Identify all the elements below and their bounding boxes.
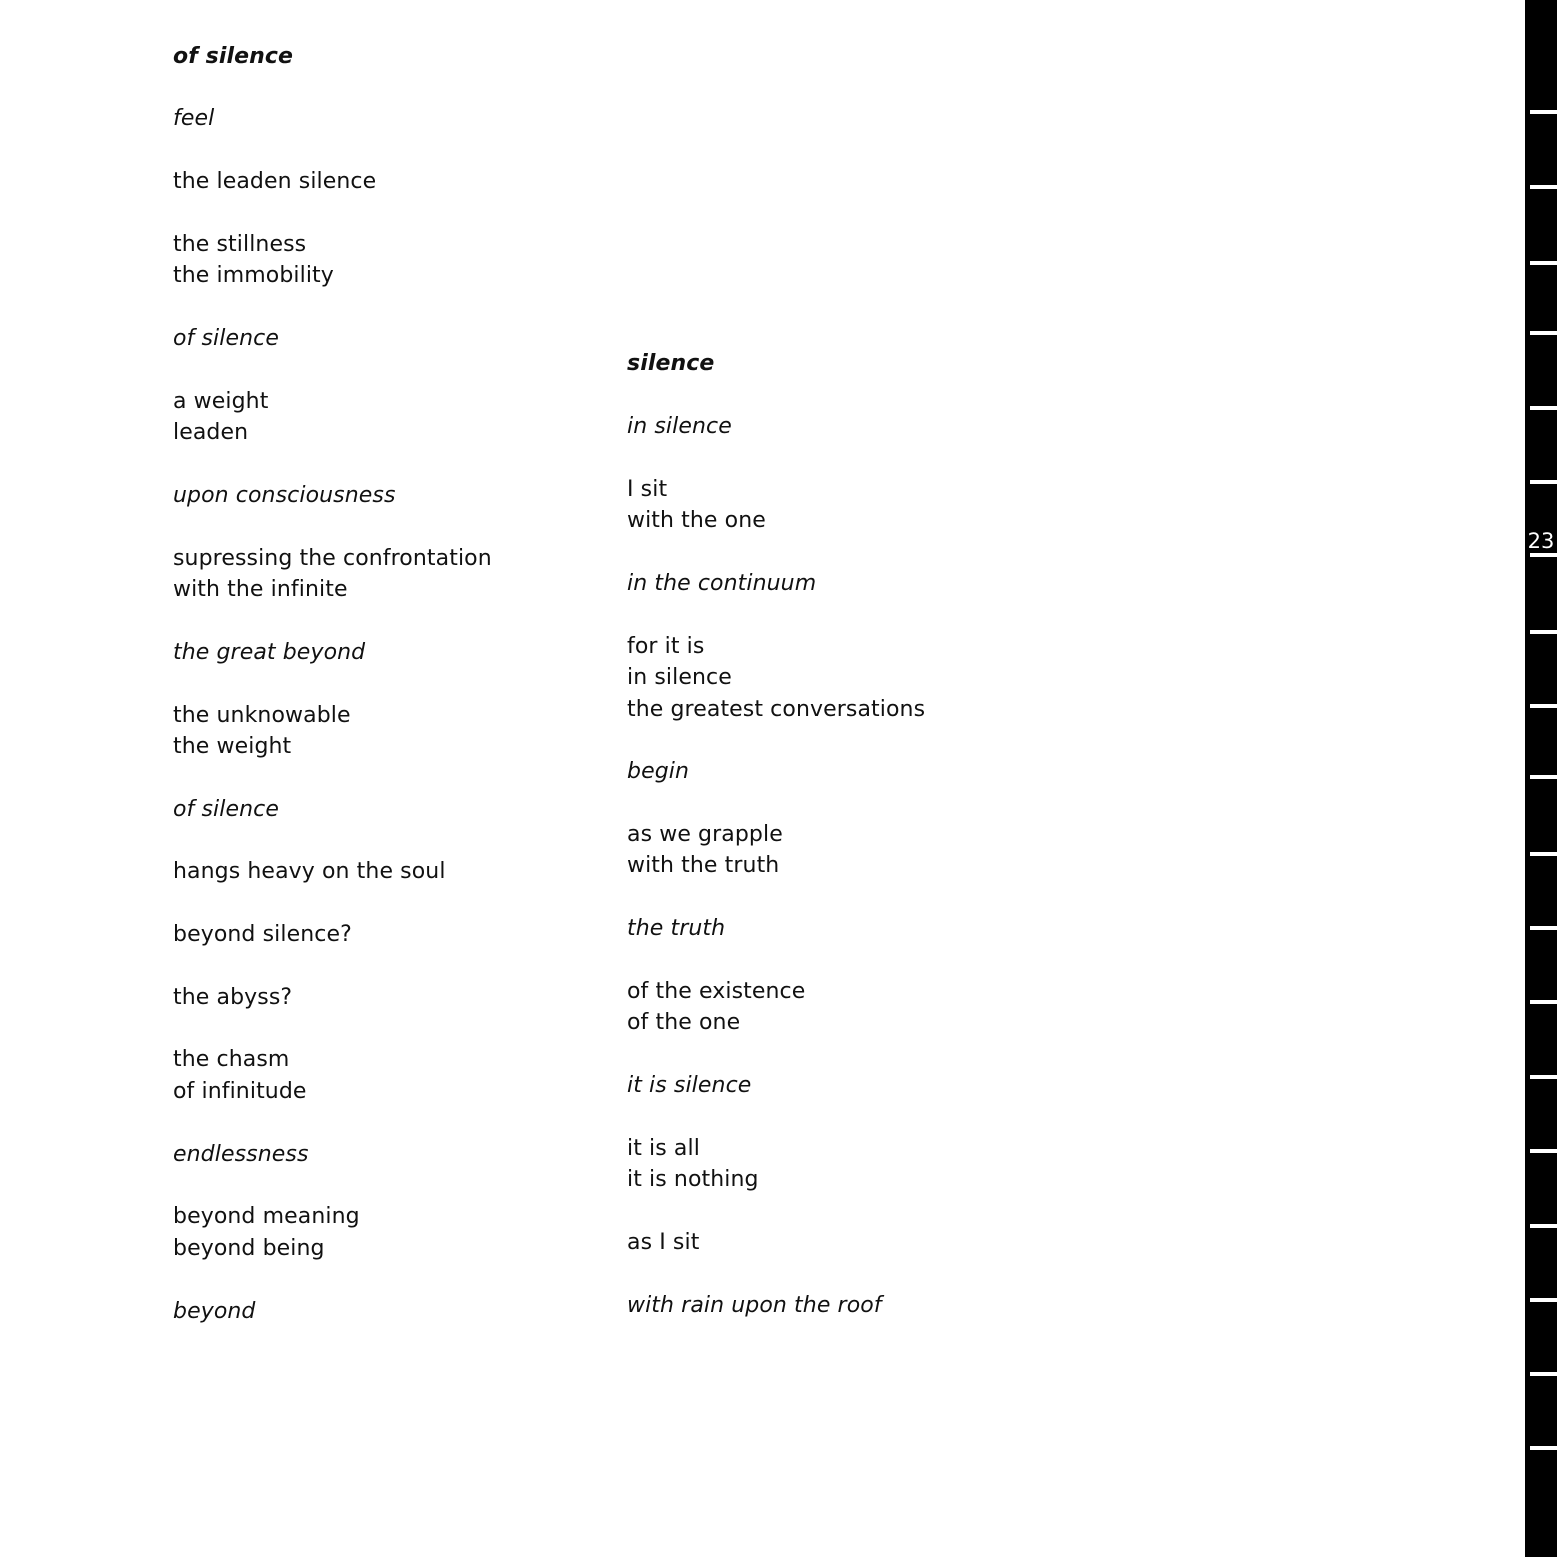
left-line: the stillness	[173, 232, 307, 257]
left-line: of silence	[173, 797, 279, 822]
index-tick	[1530, 630, 1557, 634]
index-tick	[1530, 406, 1557, 410]
left-line: of silence	[173, 326, 279, 351]
left-line: a weight	[173, 389, 269, 414]
left-line: beyond	[173, 1299, 256, 1324]
left-line: beyond silence?	[173, 922, 352, 947]
right-line: with rain upon the roof	[627, 1293, 882, 1318]
index-tick	[1530, 926, 1557, 930]
left-line: the immobility	[173, 263, 334, 288]
right-line: the greatest conversations	[627, 697, 926, 722]
left-line: the great beyond	[173, 640, 366, 665]
index-tick	[1530, 704, 1557, 708]
index-tick	[1530, 110, 1557, 114]
left-line: of silence	[173, 44, 294, 69]
left-line: with the infinite	[173, 577, 348, 602]
index-tick	[1530, 1000, 1557, 1004]
index-tick	[1530, 852, 1557, 856]
index-tick	[1530, 775, 1557, 779]
left-line: upon consciousness	[173, 483, 396, 508]
right-line: begin	[627, 759, 690, 784]
left-line: of infinitude	[173, 1079, 307, 1104]
index-tick	[1530, 185, 1557, 189]
page-number: 23	[1527, 529, 1555, 553]
index-tick	[1530, 1149, 1557, 1153]
right-line: in silence	[627, 665, 732, 690]
left-line: the abyss?	[173, 985, 293, 1010]
right-line: of the existence	[627, 979, 806, 1004]
left-line: feel	[173, 106, 215, 131]
index-tick	[1530, 1298, 1557, 1302]
right-line: in the continuum	[627, 571, 817, 596]
index-tick	[1530, 1075, 1557, 1079]
left-line: the weight	[173, 734, 292, 759]
right-line: I sit	[627, 477, 668, 502]
right-line: silence	[627, 351, 715, 376]
index-tick	[1530, 1446, 1557, 1450]
right-line: as I sit	[627, 1230, 700, 1255]
left-line: hangs heavy on the soul	[173, 859, 446, 884]
right-line: it is all	[627, 1136, 700, 1161]
left-line: the leaden silence	[173, 169, 377, 194]
right-line: it is nothing	[627, 1167, 759, 1192]
index-tick	[1530, 1372, 1557, 1376]
right-line: the truth	[627, 916, 726, 941]
left-line: leaden	[173, 420, 249, 445]
right-line: it is silence	[627, 1073, 752, 1098]
left-line: supressing the confrontation	[173, 546, 492, 571]
right-line: with the one	[627, 508, 766, 533]
right-line: as we grapple	[627, 822, 783, 847]
left-line: endlessness	[173, 1142, 309, 1167]
left-line: beyond meaning	[173, 1204, 360, 1229]
index-tick	[1530, 480, 1557, 484]
left-line: the chasm	[173, 1047, 290, 1072]
index-tick	[1530, 331, 1557, 335]
left-line: beyond being	[173, 1236, 325, 1261]
index-tick	[1530, 1224, 1557, 1228]
right-line: of the one	[627, 1010, 741, 1035]
left-line: the unknowable	[173, 703, 351, 728]
index-tick	[1530, 261, 1557, 265]
right-line: with the truth	[627, 853, 780, 878]
right-line: for it is	[627, 634, 705, 659]
right-line: in silence	[627, 414, 732, 439]
